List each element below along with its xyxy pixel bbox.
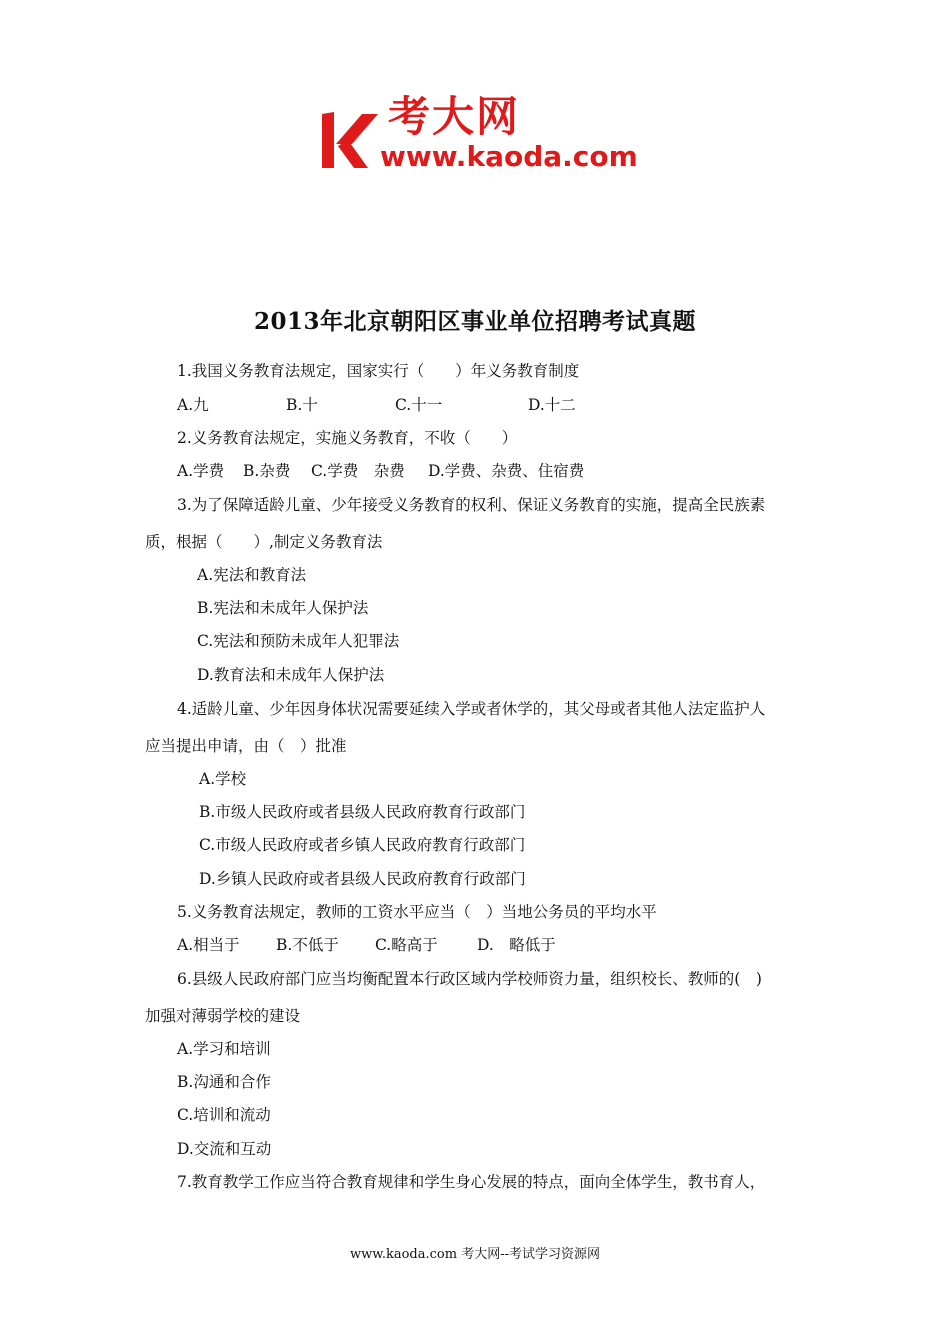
option-d: D.学费、杂费、住宿费 [428, 462, 585, 480]
question-4-line-1: 4.适龄儿童、少年因身体状况需要延续入学或者休学的，其父母或者其他人法定监护人 [177, 700, 766, 718]
question-3-line-1: 3.为了保障适龄儿童、少年接受义务教育的权利、保证义务教育的实施，提高全民族素 [177, 496, 766, 514]
option-b: B.杂费 [243, 462, 291, 480]
question-6-option-b: B.沟通和合作 [177, 1073, 271, 1091]
kaoda-logo [318, 92, 648, 182]
logo-brand-text: 考大网 [388, 92, 521, 141]
question-5-options [177, 934, 556, 956]
question-1: 1.我国义务教育法规定，国家实行（ ）年义务教育制度 [177, 362, 580, 380]
question-4-option-b: B.市级人民政府或者县级人民政府教育行政部门 [199, 803, 526, 821]
question-3-option-a: A.宪法和教育法 [197, 566, 307, 584]
question-4-line-2: 应当提出申请，由（ ）批准 [145, 737, 347, 755]
option-a: A.学费 [177, 462, 225, 480]
question-1-options [177, 394, 576, 416]
question-5: 5.义务教育法规定，教师的工资水平应当（ ）当地公务员的平均水平 [177, 903, 657, 921]
question-3-line-2: 质，根据（ ）,制定义务教育法 [145, 533, 383, 551]
option-c: C.十一 [395, 396, 443, 414]
option-a: A.相当于 [177, 936, 240, 954]
option-b: B.不低于 [276, 936, 339, 954]
question-6-option-c: C.培训和流动 [177, 1106, 271, 1124]
page-footer: www.kaoda.com 考大网--考试学习资源网 [350, 1247, 600, 1262]
k-logo-icon [318, 110, 380, 170]
option-d: D. 略低于 [477, 936, 556, 954]
question-2-options [177, 460, 584, 482]
option-a: A.九 [177, 396, 209, 414]
option-d: D.十二 [528, 396, 576, 414]
question-4-option-a: A.学校 [199, 770, 247, 788]
question-6-option-d: D.交流和互动 [177, 1140, 272, 1158]
question-3-option-d: D.教育法和未成年人保护法 [197, 666, 385, 684]
question-3-option-b: B.宪法和未成年人保护法 [197, 599, 369, 617]
question-3-option-c: C.宪法和预防未成年人犯罪法 [197, 632, 400, 650]
question-2: 2.义务教育法规定，实施义务教育，不收（ ） [177, 429, 518, 447]
option-b: B.十 [286, 396, 318, 414]
page-title: 2013年北京朝阳区事业单位招聘考试真题 [253, 308, 696, 335]
question-6-line-1: 6.县级人民政府部门应当均衡配置本行政区域内学校师资力量，组织校长、教师的( ) [177, 970, 762, 988]
question-6-line-2: 加强对薄弱学校的建设 [145, 1007, 301, 1025]
logo-url-text: www.kaoda.com [380, 140, 638, 173]
option-c: C.略高于 [375, 936, 438, 954]
question-4-option-c: C.市级人民政府或者乡镇人民政府教育行政部门 [199, 836, 526, 854]
question-7-line-1: 7.教育教学工作应当符合教育规律和学生身心发展的特点，面向全体学生，教书育人， [177, 1173, 766, 1191]
option-c: C.学费 杂费 [311, 462, 405, 480]
question-6-option-a: A.学习和培训 [177, 1040, 271, 1058]
question-4-option-d: D.乡镇人民政府或者县级人民政府教育行政部门 [199, 870, 526, 888]
